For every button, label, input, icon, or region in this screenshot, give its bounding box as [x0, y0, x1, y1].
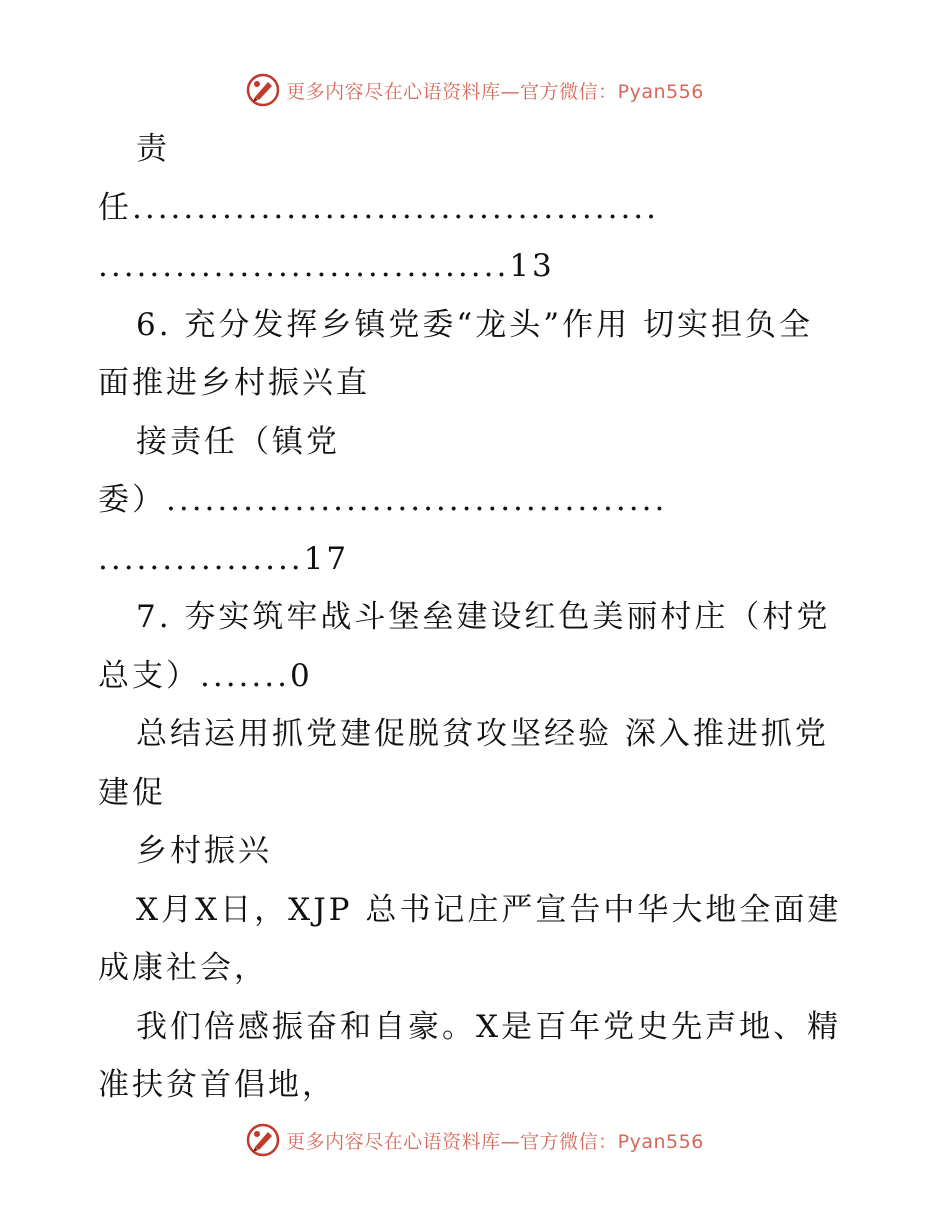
header-watermark — [0, 70, 950, 110]
footer-watermark — [0, 1120, 950, 1160]
toc-entry-line: 委）....................................... — [98, 482, 668, 518]
text-line: 责 — [136, 131, 170, 167]
toc-entry-heading: 6. 充分发挥乡镇党委“龙头”作用 切实担负全 — [136, 306, 813, 343]
paragraph-line: X月X日，XJP 总书记庄严宣告中华大地全面建 — [136, 891, 842, 928]
section-title: 总结运用抓党建促脱贫攻坚经验 深入推进抓党 — [136, 716, 829, 752]
toc-entry-line: 总支）.......0 — [98, 657, 313, 694]
toc-entry-line: 接责任（镇党 — [136, 423, 340, 460]
pen-logo-icon — [246, 73, 280, 107]
toc-entry-line: 任......................................... — [98, 189, 660, 226]
watermark-text: 更多内容尽在心语资料库—官方微信：Pyan556 — [286, 80, 704, 103]
paragraph-line: 成康社会， — [98, 950, 268, 986]
section-title: 乡村振兴 — [136, 833, 272, 869]
document-body — [98, 120, 858, 1115]
paragraph-line: 准扶贫首倡地， — [98, 1067, 336, 1103]
paragraph-line: 我们倍感振奋和自豪。X是百年党史先声地、精 — [136, 1008, 842, 1045]
pen-logo-icon — [246, 1123, 280, 1157]
toc-entry-line: ................................13 — [98, 248, 555, 284]
section-title: 建促 — [98, 774, 166, 811]
toc-entry-heading: 7. 夯实筑牢战斗堡垒建设红色美丽村庄（村党 — [136, 599, 831, 635]
toc-entry-heading: 面推进乡村振兴直 — [98, 365, 370, 401]
toc-entry-line: ................17 — [98, 540, 350, 577]
watermark-text: 更多内容尽在心语资料库—官方微信：Pyan556 — [286, 1130, 704, 1153]
